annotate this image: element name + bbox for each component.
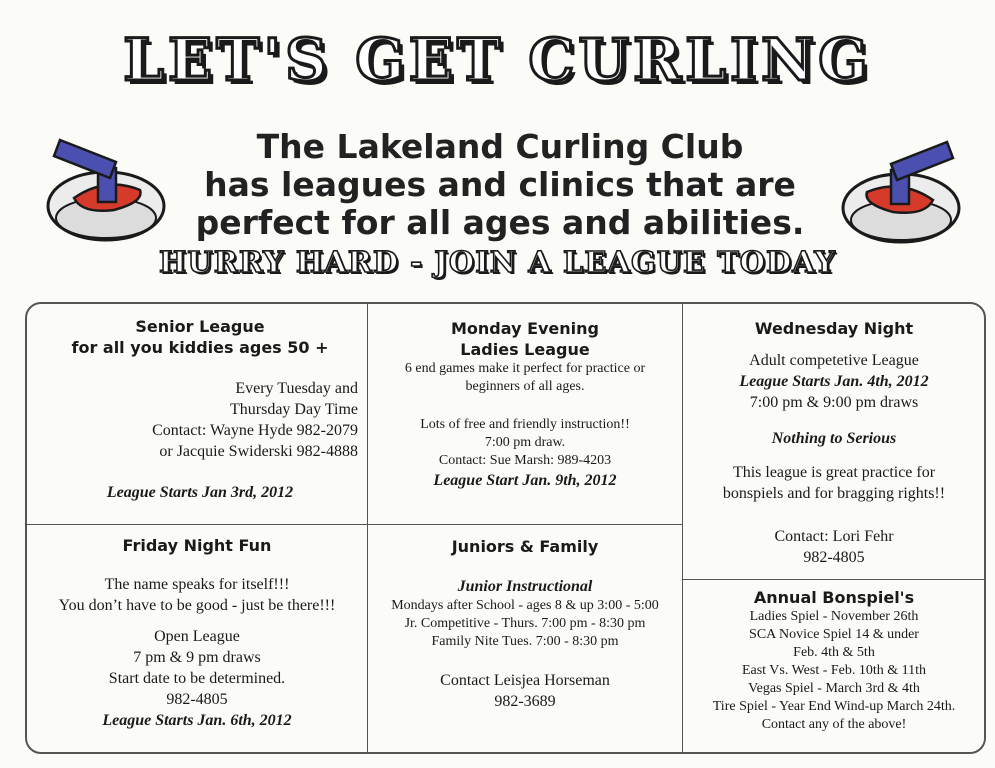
curling-stone-icon — [835, 130, 967, 252]
wednesday-night-contact — [685, 526, 983, 568]
detail-line: Start date to be determined. — [108, 670, 286, 687]
grid-divider — [367, 303, 368, 753]
contact-phone: 982-3689 — [494, 693, 556, 710]
detail-line: The name speaks for itself!!! — [104, 576, 290, 593]
bonspiel-line: Feb. 4th & 5th — [793, 645, 875, 660]
bonspiel-line: SCA Novice Spiel 14 & under — [749, 627, 919, 642]
section-title: Monday Evening — [451, 319, 599, 338]
detail-line: 7:00 pm draw. — [484, 435, 566, 450]
bonspiel-line: Vegas Spiel - March 3rd & 4th — [748, 681, 920, 696]
wednesday-night-details — [685, 350, 983, 413]
detail-line: 7 pm & 9 pm draws — [133, 649, 261, 666]
detail-line: Jr. Competitive - Thurs. 7:00 pm - 8:30 pm — [404, 616, 646, 631]
bonspiel-line: Contact any of the above! — [761, 717, 907, 732]
section-title: Senior League — [135, 317, 265, 336]
detail-line: bonspiels and for bragging rights!! — [722, 485, 946, 502]
detail-line: Every Tuesday and — [235, 380, 358, 397]
detail-line: Adult competetive League — [749, 352, 919, 369]
section-title: Juniors & Family — [451, 537, 599, 556]
monday-ladies-section — [370, 318, 680, 396]
club-line: has leagues and clinics that are — [204, 165, 796, 204]
curling-stone-icon — [40, 128, 172, 250]
bonspiel-line: East Vs. West - Feb. 10th & 11th — [741, 663, 927, 678]
grid-divider — [26, 524, 683, 525]
detail-line: Thursday Day Time — [230, 401, 358, 418]
wednesday-night-section — [685, 318, 983, 339]
join-tagline: HURRY HARD - JOIN A LEAGUE TODAY — [159, 245, 836, 279]
bonspiel-line: Ladies Spiel - November 26th — [749, 609, 919, 624]
juniors-family-section — [370, 536, 680, 557]
grid-divider — [683, 579, 985, 580]
juniors-family-contact — [370, 670, 680, 712]
detail-line: You don’t have to be good - just be there!!! — [58, 597, 336, 614]
contact-name: Contact: Lori Fehr — [774, 528, 894, 545]
detail-line: Contact: Sue Marsh: 989-4203 — [438, 453, 612, 468]
detail-line: This league is great practice for — [732, 464, 936, 481]
section-title: Annual Bonspiel's — [753, 588, 915, 607]
league-start-date: League Starts Jan. 4th, 2012 — [739, 373, 929, 390]
detail-line: or Jacquie Swiderski 982-4888 — [159, 443, 358, 460]
club-description — [180, 128, 820, 242]
bonspiel-section — [685, 587, 983, 734]
section-title: Friday Night Fun — [122, 536, 272, 555]
section-subtitle: Ladies League — [460, 340, 590, 359]
detail-line: Open League — [154, 628, 240, 645]
league-start-date: League Start Jan. 9th, 2012 — [433, 472, 617, 489]
senior-league-details — [40, 378, 358, 462]
detail-line: 6 end games make it perfect for practice or — [404, 361, 646, 376]
friday-night-details — [28, 574, 366, 616]
detail-line: Lots of free and friendly instruction!! — [420, 417, 630, 432]
league-start-date: League Starts Jan. 6th, 2012 — [102, 712, 292, 729]
grid-divider — [682, 303, 683, 753]
detail-line: Mondays after School - ages 8 & up 3:00 - 5:00 — [391, 598, 659, 613]
contact-phone: 982-4805 — [803, 549, 865, 566]
banner-title: LET'S GET CURLING — [123, 26, 872, 94]
contact-phone: 982-4805 — [166, 691, 228, 708]
detail-line: 7:00 pm & 9:00 pm draws — [749, 394, 919, 411]
section-subtitle: for all you kiddies ages 50 + — [71, 338, 329, 357]
wednesday-night-notes — [685, 462, 983, 504]
detail-line: Family Nite Tues. 7:00 - 8:30 pm — [431, 634, 619, 649]
detail-line: Contact: Wayne Hyde 982-2079 — [152, 422, 358, 439]
senior-league-section — [40, 316, 360, 358]
club-line: The Lakeland Curling Club — [256, 127, 744, 166]
contact-name: Contact Leisjea Horseman — [440, 672, 610, 689]
club-line: perfect for all ages and abilities. — [195, 203, 805, 242]
friday-night-section — [28, 535, 366, 556]
section-subtitle: Junior Instructional — [457, 578, 593, 595]
wednesday-tagline: Nothing to Serious — [771, 430, 897, 447]
league-start-date: League Starts Jan 3rd, 2012 — [106, 484, 294, 501]
section-title: Wednesday Night — [754, 319, 914, 338]
friday-night-league — [28, 626, 366, 731]
bonspiel-line: Tire Spiel - Year End Wind-up March 24th. — [712, 699, 956, 714]
monday-ladies-details — [370, 416, 680, 491]
juniors-family-details — [370, 576, 680, 651]
detail-line: beginners of all ages. — [465, 379, 585, 394]
